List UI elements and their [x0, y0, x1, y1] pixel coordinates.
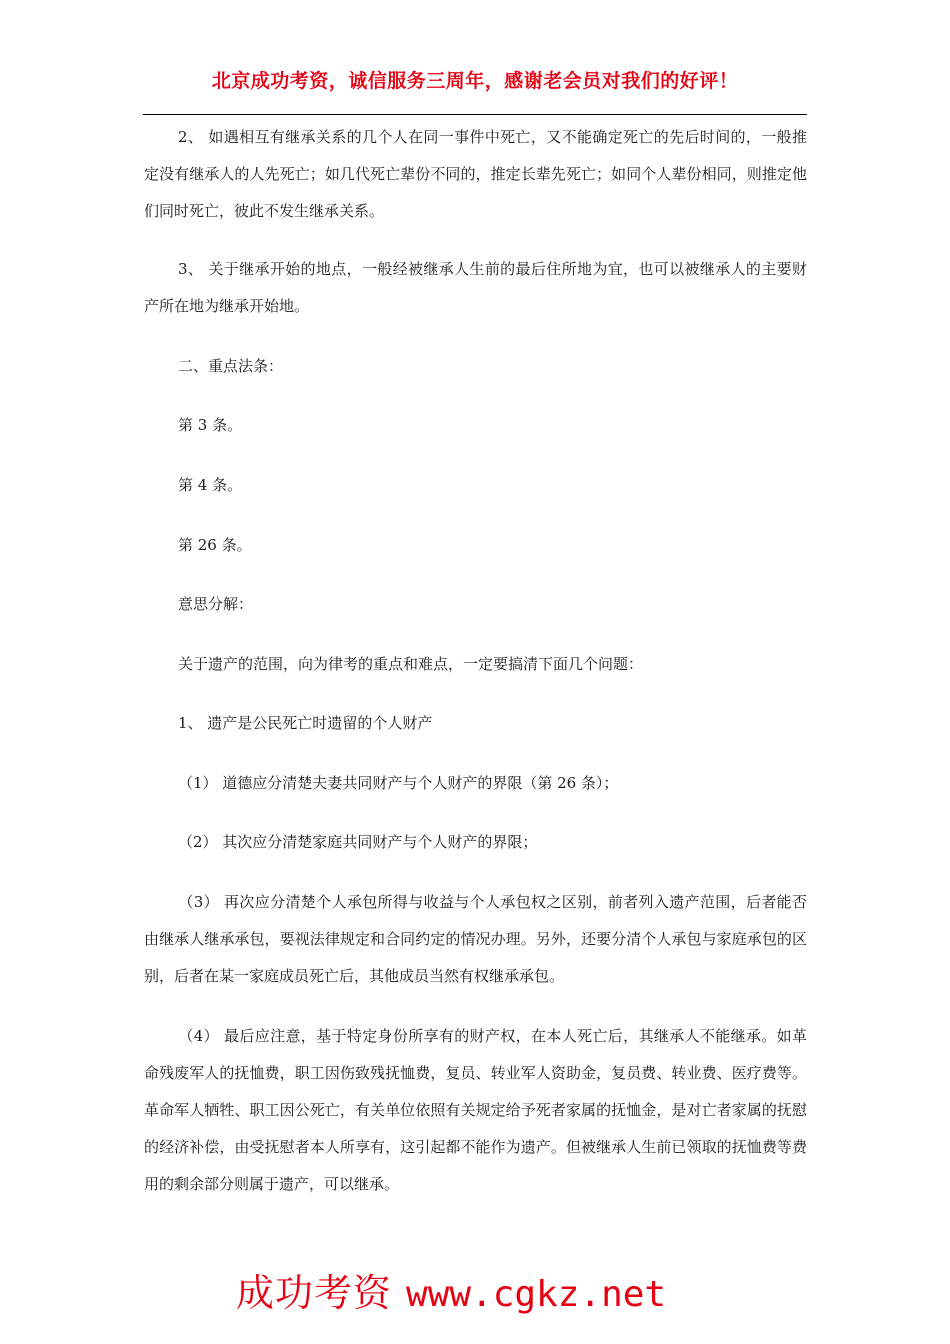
list-item: （1） 道德应分清楚夫妻共同财产与个人财产的界限（第 26 条）； — [178, 774, 619, 792]
article-item: 第 3 条。 — [178, 416, 243, 434]
header-divider — [143, 114, 807, 115]
paragraph-intro: 关于遗产的范围，向为律考的重点和难点，一定要搞清下面几个问题： — [178, 655, 644, 673]
footer-url: www.cgkz.net — [406, 1274, 667, 1315]
list-item: （2） 其次应分清楚家庭共同财产与个人财产的界限； — [178, 833, 538, 851]
list-item: （3） 再次应分清楚个人承包所得与收益与个人承包权之区别，前者列入遗产范围，后者能否由继承人继承承包，要视法律规定和合同约定的情况办理。另外，还要分清个人承包与家庭承包的区别，后者在某一家庭成员死亡后，其他成员当然有权继承承包。 — [144, 893, 807, 985]
paragraph-1: 2、 如遇相互有继承关系的几个人在同一事件中死亡，又不能确定死亡的先后时间的，一般推定没有继承人的人先死亡；如几代死亡辈份不同的，推定长辈先死亡；如同个人辈份相同，则推定他们同时死亡，彼此不发生继承关系。 — [144, 128, 807, 220]
subheading: 意思分解： — [178, 595, 254, 613]
section-heading: 二、重点法条： — [178, 357, 284, 375]
article-item: 第 26 条。 — [178, 536, 252, 554]
footer-brand: 成功考资 — [236, 1271, 393, 1315]
paragraph-2: 3、 关于继承开始的地点，一般经被继承人生前的最后住所地为宜，也可以被继承人的主要财产所在地为继承开始地。 — [144, 260, 807, 315]
page-header-title: 北京成功考资，诚信服务三周年，感谢老会员对我们的好评！ — [211, 70, 739, 92]
list-item: 1、 遗产是公民死亡时遗留的个人财产 — [178, 714, 433, 732]
article-item: 第 4 条。 — [178, 476, 243, 494]
list-item: （4） 最后应注意，基于特定身份所享有的财产权，在本人死亡后，其继承人不能继承。如革命残废军人的抚恤费，职工因伤致残抚恤费，复员、转业军人资助金，复员费、转业费、医疗费等。革命军人牺牲、职工因公死亡，有关单位依照有关规定给予死者家属的抚恤金，是对亡者家属的抚慰的经济补偿，由受抚慰者本人所享有，这引起都不能作为遗产。但被继承人生前已领取的抚恤费等费用的剩余部分则属于遗产，可以继承。 — [144, 1027, 807, 1193]
footer-watermark — [236, 1262, 756, 1317]
